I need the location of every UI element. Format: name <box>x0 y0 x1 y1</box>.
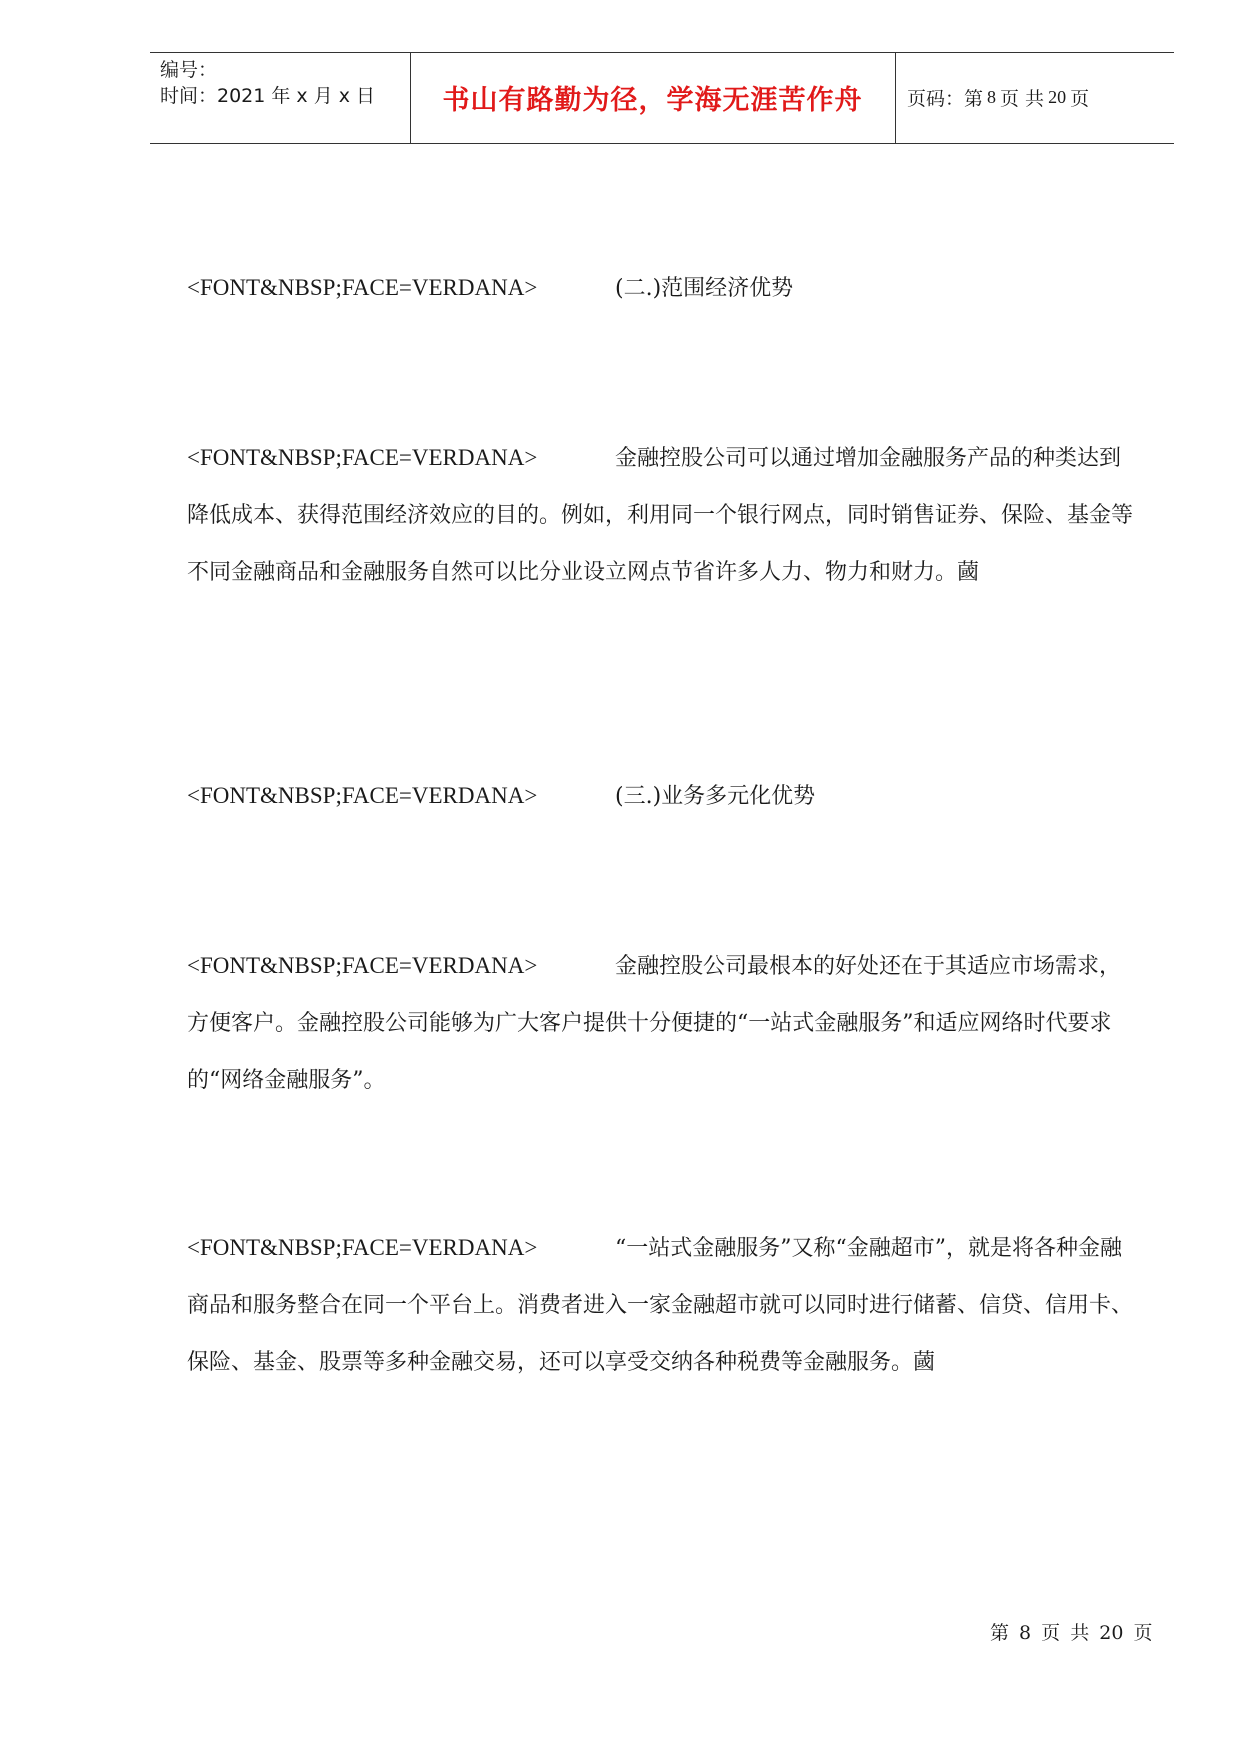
paragraph-text-continued: 类达到降低成本、获得范围经济效应的目的。例如，利用同一个银行网点，同时销售证券、保险、基金等不同金融商品和金融服务自然可以比分业设立网点节省许多人力、物力和财力。蔮 <box>187 446 1134 585</box>
page-total: 20 <box>1048 87 1067 107</box>
paragraph-text: (三.)业务多元化优势 <box>615 784 816 809</box>
serial-label: 编号： <box>160 59 218 81</box>
page-footer: 第 8 页 共 20 页 <box>990 1622 1153 1644</box>
paragraph-scope-economy <box>187 430 1137 601</box>
header-meta <box>160 57 375 109</box>
font-tag: <FONT&NBSP;FACE=VERDANA> <box>187 1235 538 1260</box>
page-mid: 页 共 <box>1000 88 1045 110</box>
paragraph-diversification <box>187 938 1137 1109</box>
paragraph-text: 金融控股公司最根本的好处还在于其适应市场 <box>615 954 1056 979</box>
page-prefix: 页码：第 <box>907 88 984 110</box>
header-divider-right <box>895 53 896 143</box>
font-tag: <FONT&NBSP;FACE=VERDANA> <box>187 783 538 808</box>
time-label: 时间：2021 年 x 月 x 日 <box>160 85 376 107</box>
paragraph-heading-diversification <box>187 768 1137 825</box>
font-tag: <FONT&NBSP;FACE=VERDANA> <box>187 275 538 300</box>
header-page-number <box>907 53 1089 142</box>
header-motto: 书山有路勤为径，学海无涯苦作舟 <box>442 85 863 116</box>
font-tag: <FONT&NBSP;FACE=VERDANA> <box>187 953 538 978</box>
paragraph-text-continued: 需求，方便客户。金融控股公司能够为广大客户提供十分便捷的“一站式金融服务”和适应网络时代要求的“网络金融服务”。 <box>187 954 1122 1093</box>
paragraph-text: 金融控股公司可以通过增加金融服务产品的种 <box>615 446 1056 471</box>
page-current: 8 <box>987 87 997 107</box>
page-suffix: 页 <box>1070 88 1090 110</box>
paragraph-text-continued: 金融商品和服务整合在同一个平台上。消费者进入一家金融超市就可以同时进行储蓄、信贷、信用卡、保险、基金、股票等多种金融交易，还可以享受交纳各种税费等金融服务。蔮 <box>187 1236 1134 1375</box>
paragraph-heading-scope-economy <box>187 260 1137 317</box>
paragraph-one-stop-service <box>187 1220 1137 1391</box>
paragraph-text: “一站式金融服务”又称“金融超市”，就是将各种 <box>615 1236 1078 1261</box>
font-tag: <FONT&NBSP;FACE=VERDANA> <box>187 445 538 470</box>
page-header <box>150 52 1174 144</box>
paragraph-text: (二.)范围经济优势 <box>615 276 794 301</box>
